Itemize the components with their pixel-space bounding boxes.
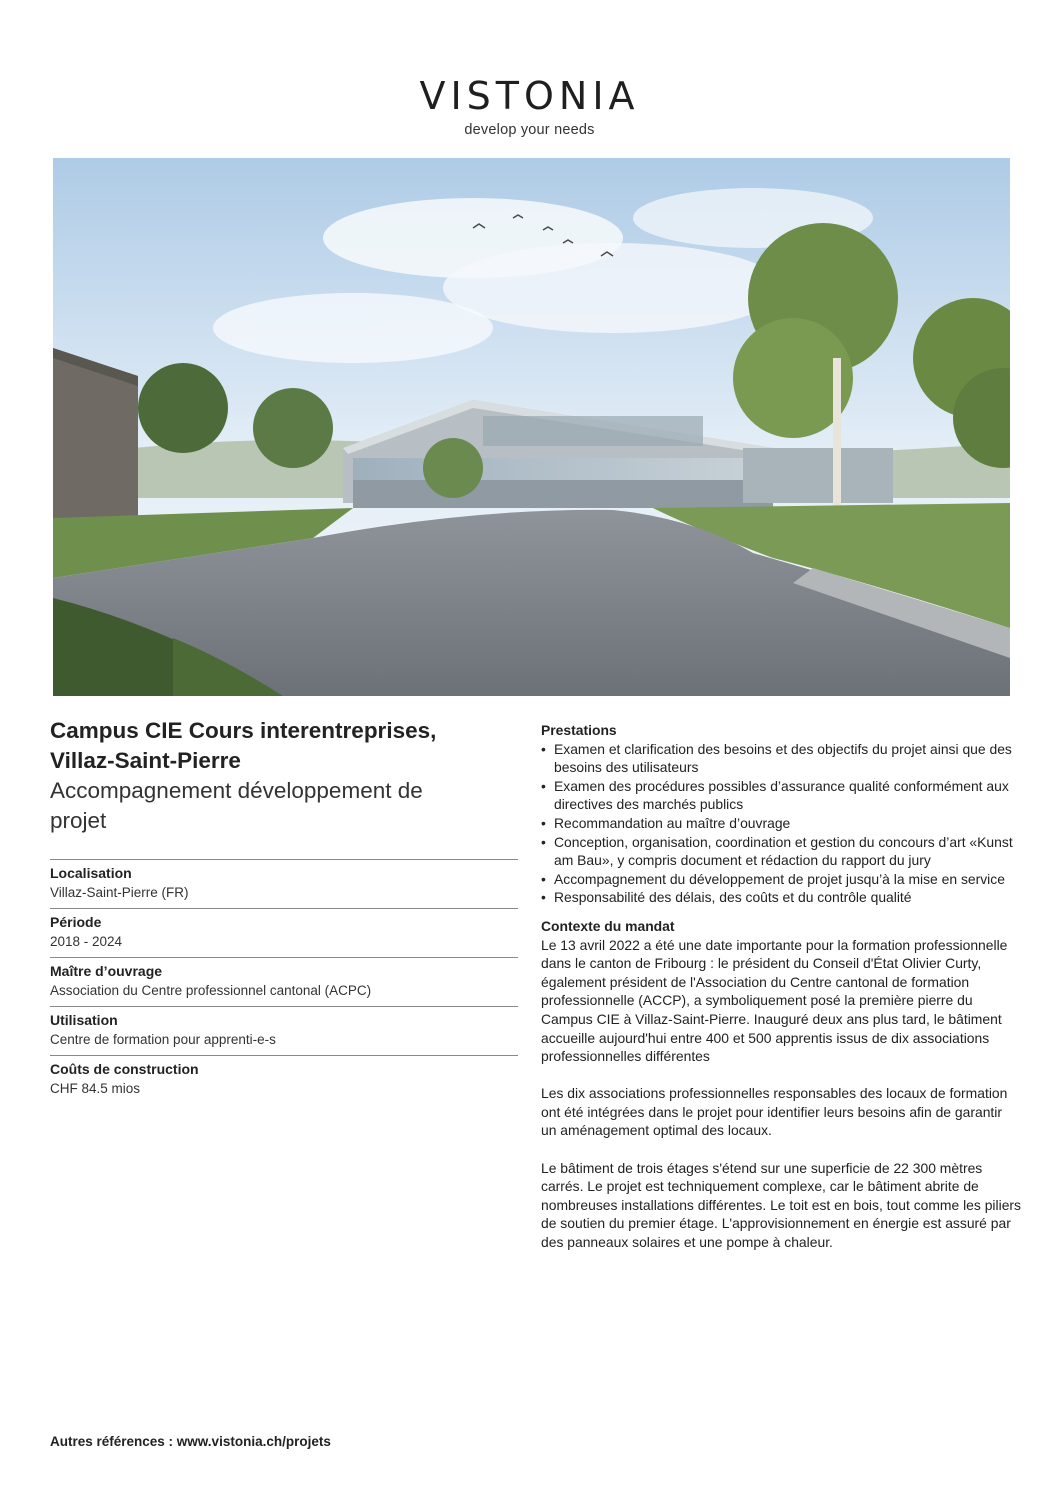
- fact-label: Période: [50, 914, 102, 930]
- list-item: • Conception, organisation, coordination et gestion du concours d’art «Kunst am Bau», y compris document et rédaction du rapport du jury: [541, 833, 1021, 870]
- fact-maitre-ouvrage: [50, 958, 518, 1007]
- project-title-line2: Villaz-Saint-Pierre: [50, 748, 241, 773]
- prestations-list: [541, 740, 1021, 907]
- prestations-heading: Prestations: [541, 722, 617, 738]
- list-item: • Responsabilité des délais, des coûts et du contrôle qualité: [541, 888, 1021, 907]
- fact-label: Coûts de construction: [50, 1061, 199, 1077]
- list-item: • Accompagnement du développement de projet jusqu’à la mise en service: [541, 870, 1021, 889]
- footer-references: Autres références : www.vistonia.ch/projets: [50, 1434, 331, 1449]
- project-details: [541, 721, 1021, 1270]
- fact-label: Utilisation: [50, 1012, 118, 1028]
- fact-label: Localisation: [50, 865, 132, 881]
- contexte-paragraph: Le bâtiment de trois étages s'étend sur une superficie de 22 300 mètres carrés. Le projet est techniquement complexe, car le bâtiment abrite de nombreuses installations différentes. Le toit est en bois, tout comme les piliers de soutien du premier étage. L'approvisionnement en énergie est assuré par des panneaux solaires et une pompe à chaleur.: [541, 1159, 1021, 1251]
- project-facts: [50, 859, 518, 1104]
- project-summary: [50, 716, 518, 1104]
- contexte-paragraph: Le 13 avril 2022 a été une date importante pour la formation professionnelle dans le canton de Fribourg : le président du Conseil d'État Olivier Curty, également président de l'Association du Centre cantonal de formation professionnelle (ACCP), a symboliquement posé la première pierre du Campus CIE à Villaz-Saint-Pierre. Inauguré deux ans plus tard, le bâtiment accueille aujourd'hui entre 400 et 500 apprentis issus de dix associations professionnelles différentes: [541, 936, 1008, 1065]
- fact-localisation: [50, 860, 518, 909]
- fact-label: Maître d’ouvrage: [50, 963, 163, 979]
- fact-value: Centre de formation pour apprenti-e-s: [50, 1032, 276, 1047]
- list-item: • Examen et clarification des besoins et des objectifs du projet ainsi que des besoins des utilisateurs: [541, 740, 1021, 777]
- logo-wordmark: VISTONIA: [419, 74, 640, 118]
- fact-value: Villaz-Saint-Pierre (FR): [50, 885, 189, 900]
- fact-value: Association du Centre professionnel cantonal (ACPC): [50, 983, 372, 998]
- logo-tagline: develop your needs: [464, 122, 595, 138]
- fact-utilisation: [50, 1007, 518, 1056]
- fact-couts: [50, 1056, 518, 1104]
- list-item: • Examen des procédures possibles d’assurance qualité conformément aux directives des marchés publics: [541, 777, 1021, 814]
- project-subtitle-line1: Accompagnement développement de: [50, 778, 423, 803]
- fact-value: CHF 84.5 mios: [50, 1081, 141, 1096]
- building-render-image: [53, 158, 1010, 696]
- fact-periode: [50, 909, 518, 958]
- brand-logo: [0, 74, 1059, 138]
- contexte-heading: Contexte du mandat: [541, 917, 675, 934]
- project-title-line1: Campus CIE Cours interentreprises,: [50, 718, 437, 743]
- project-subtitle-line2: projet: [50, 808, 107, 833]
- contexte-paragraph: Les dix associations professionnelles responsables des locaux de formation ont été intégrées dans le projet pour identifier leurs besoins afin de garantir un aménagement optimal des locaux.: [541, 1085, 1008, 1139]
- fact-value: 2018 - 2024: [50, 934, 123, 949]
- list-item: • Recommandation au maître d’ouvrage: [541, 814, 1021, 833]
